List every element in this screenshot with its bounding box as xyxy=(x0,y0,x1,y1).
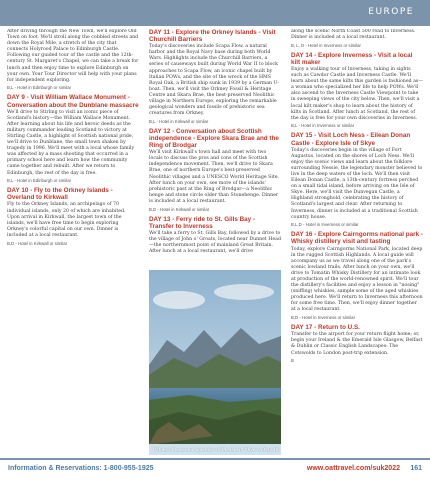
photo-caption: Witness the scenic splendor of the Isle of Skye on Day 15. xyxy=(149,444,281,455)
itinerary-block xyxy=(7,94,139,184)
itinerary-block xyxy=(291,29,423,49)
day-body: We'll take a ferry to St. Gills Bay, followed by a drive to the village of John o' Groats, located near Dunnet Head—the northernmost point of mainland Great Britain. After lunch at a local restaurant, we'll drive xyxy=(149,230,281,255)
website-link[interactable]: www.oattravel.com/suk2022 xyxy=(306,465,400,472)
isle-of-skye-photo xyxy=(149,270,281,455)
day-body: After driving through the New Town, we'll explore Old Town on foot. We'll stroll along the cobbled streets and down the Royal Mile, a stretch of the city that connects Holyrood Palace to Edinburgh Castle. Following our guided tour of the castle and the 12th-century St. Margaret's Chapel, we can take a break for lunch and then enjoy time to explore Edinburgh on your own. Your Tour Director will help with your plans for independent exploring. xyxy=(7,29,139,83)
day-title: DAY 14 - Explore Inverness - Visit a local kilt maker xyxy=(291,51,413,66)
reservations-info: Information & Reservations: 1-800-955-1925 xyxy=(8,465,154,472)
meals-note: B,L - Hotel in Edinburgh or similar xyxy=(7,178,72,184)
day-title: DAY 16 - Explore Cairngorms national park - Whisky distillery visit and tasting xyxy=(291,231,423,246)
right-column xyxy=(291,29,423,437)
day-title: DAY 15 - Visit Loch Ness - Eilean Donan Castle - Explore Isle of Skye xyxy=(291,132,411,147)
meals-note: B,L - Hotel in Kirkwall or similar xyxy=(149,118,209,124)
left-column xyxy=(7,29,139,437)
day-body: Enjoy a walking tour of Inverness, taking in sights such as Cawdor Castle and Inverness Castle. We'll learn about the same kilts this garden is fashioned as—a woman who specialized her life to help POWs. We'll also ascend to the Inverness Castle Viewpoint to take in sweeping views of the city below. Then, we'll visit a local kilt maker's shop to learn about the history of kilts in Scotland. After lunch at Scotland, the rest of the day is free for your own discoveries in Inverness. xyxy=(291,66,423,121)
section-label: EUROPE xyxy=(368,7,414,17)
meals-note: B,D - Hotel in Inverness or similar xyxy=(291,315,355,321)
page-footer xyxy=(0,458,430,480)
day-body: Fly to the Orkney Islands, an archipelago of 70 individual islands, only 20 of which are inhabited. Upon arrival in Kirkwall, the largest town of the islands, we'll have free time to begin exploring Orkney's colorful capital on our own. Dinner is included at a local restaurant. xyxy=(7,202,126,238)
page-number: 161 xyxy=(410,465,422,472)
meals-note: B,L,D - Hotel in Inverness or similar xyxy=(291,222,359,228)
day-body: Today, explore Cairngorms National Park, located deep in the rugged Scottish Highlands. A local guide will accompany us as we travel along one of the park's scenic lowland trails. After lunch on your own, we'll drive to Tomatin Whisky Distillery for an intimate look at production of the world-renowned spirit. We'll tour the distillery's facilities and enjoy a lesson in "nosing" (sniffing) whiskies, sample some of the aged whiskies produced here. We'll return to Inverness this afternoon for some free time. Then, we'll enjoy dinner together at a local restaurant. xyxy=(291,246,423,313)
meals-note: B xyxy=(291,358,294,364)
itinerary-block xyxy=(291,52,423,130)
itinerary-block xyxy=(149,29,281,125)
day-title: DAY 17 - Return to U.S. xyxy=(291,324,360,332)
meals-note: B, L, D - Hotel in Inverness or similar xyxy=(291,42,361,48)
itinerary-block xyxy=(291,324,423,364)
meals-note: B,D - Hotel in Kirkwall or similar xyxy=(7,240,68,246)
day-body: along the scenic North Coast 500 road to Inverness. Dinner is included at a local restaurant. xyxy=(291,29,416,41)
itinerary-block xyxy=(291,132,423,228)
day-body: Today's discoveries include Scapa Flow, a natural harbor and the Royal Navy base during both World Wars. Highlights include the Churchill Barriers, a series of causeways built during World War II to block approaches to Scapa Flow, an iconic chapel built by Italian POWs, and the site of the wreck of the HMS Royal Oak, a British ship sunk in 1939 by a German U-boat. Then, we'll visit the Orkney Fossil & Heritage Centre and Skara Brae, the best-preserved Neolithic village in Northern Europe, exploring the remarkable geological wonders and fossils of prehistoric sea creatures from Orkney. xyxy=(149,44,280,117)
itinerary-block xyxy=(149,128,281,213)
day-title: DAY 11 - Explore the Orkney Islands - Visit Churchill Barriers xyxy=(149,29,276,44)
day-body: Today's discoveries begin in the village of Fort Augustus, located on the shores of Loch Ness. We'll enjoy the scenic views and learn about the folklore surrounding Nessie, the legendary monster believed to live in the deep waters of the loch. We'll then visit Eilean Donan Castle, a 13th-century fortress perched on a small tidal island, before arriving on the Isle of Skye. Here, we'll visit the Dunvegan Castle, a Highland stronghold, celebrating the history of Scotland's largest and clear. After returning to Inverness, dinner is included at a traditional Scottish country house. xyxy=(291,147,423,220)
section-header-band xyxy=(0,0,430,26)
itinerary-block xyxy=(7,29,139,91)
day-body: Transfer to the airport for your return flight home; or, begin your Ireland & the Emerald Isle Glasgow, Belfast & Dublin or Classic English Landscapes: The Cotswolds to London post-trip extension. xyxy=(291,332,423,356)
day-body: We'll visit Kirkwall's town hall and meet with two locals to discuss the pros and cons of the Scottish independence movement. Then, we'll drive to Skara Brae, one of northern Europe's best-preserved Neolithic villages and a UNESCO World Heritage Site. After lunch on your own, see more of the islands' prehistoric past at the Ring of Brodgar—a Neolithic henge and stone circle older than Stonehenge. Dinner is included at a local restaurant. xyxy=(149,150,279,204)
itinerary-block xyxy=(291,231,423,321)
day-title: DAY 13 - Ferry ride to St. Gills Bay - Transfer to Inverness xyxy=(149,215,256,230)
day-body: We'll drive to Stirling to visit an iconic piece of Scotland's history—the William Wallace Monument. After learning about his life and heroic deeds as the military commander leading Scotland to victory at Stirling Castle, a highlight of Scottish national pride, we'll drive to Dunblane, the small town shaken by tragedy in 1996. We'll meet with a local whose family was affected by a mass shooting that occurred in a primary school here and learn how the community came together and rebuilt. After we return to Edinburgh, the rest of the day is free. xyxy=(7,109,135,176)
meals-note: B,L - Hotel in Inverness or similar xyxy=(291,123,355,129)
meals-note: B,D - Hotel in Kirkwall or similar xyxy=(149,206,210,212)
meals-note: B,L - Hotel in Edinburgh or similar xyxy=(7,85,72,91)
day-title: DAY 10 - Fly to the Orkney Islands - Overland to Kirkwall xyxy=(7,187,113,202)
day-title: DAY 12 - Conversation about Scottish independence - Explore Skara Brae and the Ring of Brodgar xyxy=(149,127,279,150)
itinerary-block xyxy=(149,216,281,256)
landscape-illustration xyxy=(149,270,281,455)
middle-column xyxy=(149,29,281,269)
day-title: DAY 9 - Visit William Wallace Monument - Conversation about the Dunblane massacre xyxy=(7,94,139,109)
itinerary-block xyxy=(7,187,139,246)
